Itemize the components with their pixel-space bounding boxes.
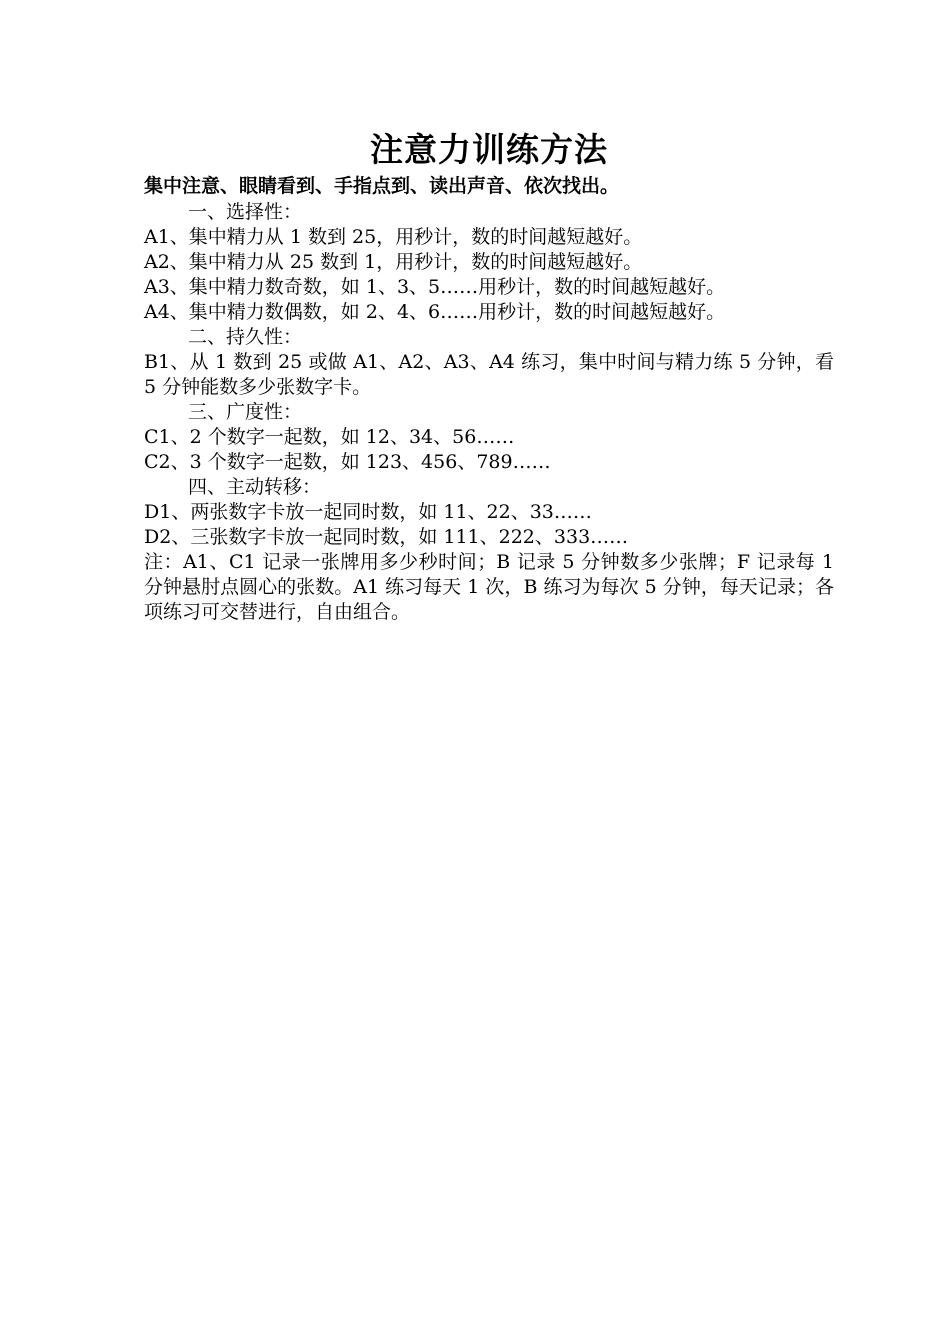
note-paragraph: 注：A1、C1 记录一张牌用多少秒时间；B 记录 5 分钟数多少张牌；F 记录每 1 分钟悬肘点圆心的张数。A1 练习每天 1 次，B 练习为每次 5 分钟，每天记录；各项练习可交替进行，自由组合。 [144, 551, 834, 623]
exercise-a4: A4、集中精力数偶数，如 2、4、6……用秒计，数的时间越短越好。 [144, 301, 726, 323]
exercise-a3: A3、集中精力数奇数，如 1、3、5……用秒计，数的时间越短越好。 [144, 276, 726, 298]
exercise-a1: A1、集中精力从 1 数到 25，用秒计，数的时间越短越好。 [144, 226, 643, 248]
exercise-d1: D1、两张数字卡放一起同时数，如 11、22、33…… [144, 501, 592, 523]
section-heading-shifting: 四、主动转移： [188, 476, 322, 498]
section-heading-persistence: 二、持久性： [188, 326, 303, 348]
section-heading-span: 三、广度性： [188, 401, 303, 423]
exercise-c2: C2、3 个数字一起数，如 123、456、789…… [144, 451, 551, 473]
exercise-b1: B1、从 1 数到 25 或做 A1、A2、A3、A4 练习，集中时间与精力练 5 分钟，看 5 分钟能数多少张数字卡。 [144, 351, 834, 398]
section-heading-selectivity: 一、选择性： [188, 201, 303, 223]
page-title: 注意力训练方法 [370, 130, 608, 169]
subtitle: 集中注意、眼睛看到、手指点到、读出声音、依次找出。 [144, 175, 620, 197]
exercise-c1: C1、2 个数字一起数，如 12、34、56…… [144, 426, 515, 448]
document-body [144, 128, 834, 625]
exercise-d2: D2、三张数字卡放一起同时数，如 111、222、333…… [144, 526, 629, 548]
exercise-a2: A2、集中精力从 25 数到 1，用秒计，数的时间越短越好。 [144, 251, 643, 273]
